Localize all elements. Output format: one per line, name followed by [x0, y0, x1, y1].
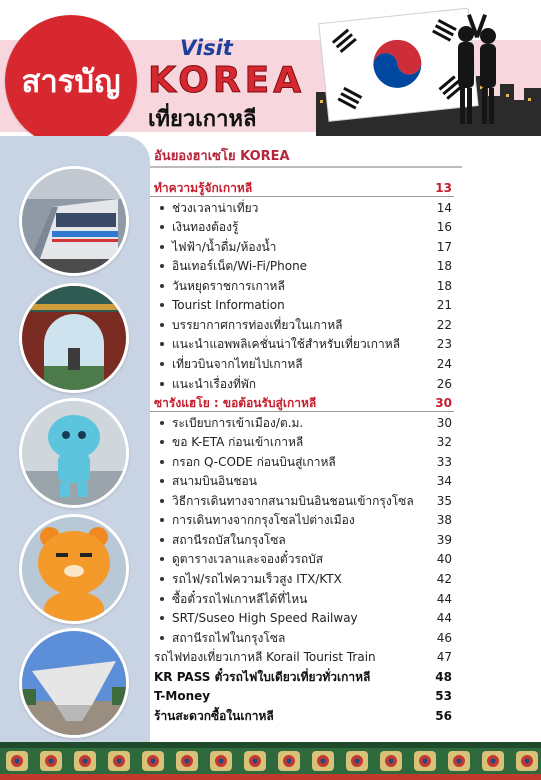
- toc-entry-page: 56: [435, 708, 452, 723]
- toc-entry-page: 42: [436, 572, 452, 586]
- bullet-icon: [160, 538, 164, 542]
- toc-entry-title: แนะนำแอพพลิเคชั่นน่าใช้สำหรับเที่ยวเกาหลี: [172, 337, 401, 352]
- toc-subitem: [150, 510, 452, 530]
- bullet-icon: [160, 303, 164, 307]
- toc-subitem: [150, 217, 452, 237]
- toc-subitem: [150, 628, 452, 648]
- toc-entry-page: 30: [435, 396, 452, 411]
- toc-entry-title: ซื้อตั๋วรถไฟเกาหลีได้ที่ไหน: [172, 591, 308, 606]
- blue-character-statue-photo: [19, 398, 129, 508]
- toc-entry-title: ทำความรู้จักเกาหลี: [154, 181, 253, 195]
- toc-entry-page: 38: [436, 513, 452, 528]
- toc-item: [150, 647, 452, 667]
- subway-train-photo: [19, 166, 129, 276]
- toc-entry-title: เที่ยวบินจากไทยไปเกาหลี: [172, 356, 303, 371]
- toc-entry-page: 24: [436, 356, 452, 371]
- toc-entry-page: 44: [436, 611, 452, 626]
- toc-entry-page: 18: [436, 259, 452, 274]
- toc-entry-page: 23: [436, 337, 452, 352]
- toc-subitem: [150, 452, 452, 472]
- toc-entry-page: 35: [436, 493, 452, 508]
- toc-entry-title: แนะนำเรื่องที่พัก: [172, 376, 257, 391]
- toc-subitem: [150, 315, 452, 335]
- toc-item: [150, 686, 452, 706]
- bullet-icon: [160, 225, 164, 229]
- toc-entry-title: ไฟฟ้า/น้ำดื่ม/ห้องน้ำ: [172, 239, 277, 254]
- toc-entry-page: 22: [436, 317, 452, 332]
- toc-subitem: [150, 237, 452, 257]
- bullet-icon: [160, 342, 164, 346]
- toc-subitem: [150, 549, 452, 569]
- toc-entry-page: 14: [436, 200, 452, 215]
- toc-entry-title: วิธีการเดินทางจากสนามบินอินชอนเข้ากรุงโซล: [172, 493, 414, 508]
- bullet-icon: [160, 382, 164, 386]
- bullet-icon: [160, 264, 164, 268]
- toc-subitem: [150, 295, 452, 315]
- bullet-icon: [160, 479, 164, 483]
- toc-entry-page: 44: [436, 591, 452, 606]
- toc-entry-page: 53: [435, 689, 452, 704]
- toc-entry-title: Tourist Information: [172, 298, 285, 313]
- toc-entry-title: อินเทอร์เน็ต/Wi-Fi/Phone: [172, 259, 308, 274]
- toc-item: [150, 667, 452, 687]
- toc-subitem: [150, 569, 452, 589]
- bullet-icon: [160, 284, 164, 288]
- modern-architecture-photo: [19, 628, 129, 738]
- toc-entry-page: 18: [436, 278, 452, 293]
- toc-entry-page: 17: [436, 239, 452, 254]
- korea-thai-title: เที่ยวเกาหลี: [148, 107, 257, 132]
- toc-entry-title: บรรยากาศการท่องเที่ยวในเกาหลี: [172, 317, 343, 332]
- toc-subitem: [150, 413, 452, 433]
- toc-title-circle: [5, 15, 137, 147]
- toc-title: สารบัญ: [21, 64, 121, 100]
- toc-subitem: [150, 354, 452, 374]
- korean-flag-illustration: [316, 0, 541, 136]
- toc-subitem: [150, 432, 452, 452]
- bullet-icon: [160, 499, 164, 503]
- toc-subitem: [150, 589, 452, 609]
- toc-entry-title: รถไฟ/รถไฟความเร็วสูง ITX/KTX: [172, 572, 342, 586]
- toc-subitem: [150, 530, 452, 550]
- toc-entry-title: สถานีรถไฟในกรุงโซล: [172, 630, 286, 645]
- toc-subitem: [150, 276, 452, 296]
- toc-entry-page: 33: [436, 454, 452, 469]
- toc-entry-page: 47: [436, 650, 452, 665]
- toc-entry-title: รถไฟท่องเที่ยวเกาหลี Korail Tourist Train: [154, 650, 376, 665]
- toc-entry-page: 32: [436, 435, 452, 450]
- toc-entry-page: 21: [436, 298, 452, 313]
- toc-entry-page: 48: [435, 669, 452, 684]
- toc-entry-page: 30: [436, 415, 452, 430]
- toc-chapter: [150, 178, 452, 198]
- toc-entry-page: 34: [436, 474, 452, 489]
- toc-entry-title: ร้านสะดวกซื้อในเกาหลี: [154, 708, 274, 723]
- visit-label: Visit: [180, 36, 233, 60]
- bullet-icon: [160, 460, 164, 464]
- dancheong-pattern-border: [0, 742, 541, 780]
- toc-entry-title: เงินทองต้องรู้: [172, 220, 239, 235]
- palace-gate-photo: [19, 283, 129, 393]
- bullet-icon: [160, 362, 164, 366]
- toc-chapter: [150, 393, 452, 413]
- korea-logo-text: KOREA: [148, 60, 306, 101]
- toc-subitem: [150, 256, 452, 276]
- toc-entry-title: การเดินทางจากกรุงโซลไปต่างเมือง: [172, 513, 355, 528]
- orange-bear-character-photo: [19, 514, 129, 624]
- toc-entry-page: 26: [436, 376, 452, 391]
- toc-entry-title: กรอก Q-CODE ก่อนบินสู่เกาหลี: [172, 454, 336, 469]
- toc-entry-title: วันหยุดราชการเกาหลี: [172, 278, 285, 293]
- bullet-icon: [160, 577, 164, 581]
- toc-entry-title: ขอ K-ETA ก่อนเข้าเกาหลี: [172, 435, 304, 450]
- toc-entry-title: KR PASS ตั๋วรถไฟใบเดียวเที่ยวทั่วเกาหลี: [154, 669, 371, 684]
- toc-entry-page: 13: [435, 181, 452, 195]
- toc-entry-title: ซารังแฮโย : ขอต้อนรับสู่เกาหลี: [154, 396, 317, 411]
- toc-entry-page: 40: [436, 552, 452, 567]
- bullet-icon: [160, 323, 164, 327]
- bullet-icon: [160, 636, 164, 640]
- section-title: อันยองฮาเซโย KOREA: [150, 148, 462, 172]
- bullet-icon: [160, 557, 164, 561]
- bullet-icon: [160, 616, 164, 620]
- toc-subitem: [150, 491, 452, 511]
- bullet-icon: [160, 206, 164, 210]
- toc-entry-title: สถานีรถบัสในกรุงโซล: [172, 532, 286, 547]
- toc-subitem: [150, 608, 452, 628]
- bullet-icon: [160, 421, 164, 425]
- toc-entry-page: 16: [436, 220, 452, 235]
- bullet-icon: [160, 440, 164, 444]
- bullet-icon: [160, 245, 164, 249]
- toc-entry-title: ระเบียบการเข้าเมือง/ต.ม.: [172, 415, 304, 430]
- toc-subitem: [150, 334, 452, 354]
- toc-subitem: [150, 374, 452, 394]
- toc-item: [150, 706, 452, 726]
- toc-entry-title: ช่วงเวลาน่าเที่ยว: [172, 200, 259, 215]
- bullet-icon: [160, 597, 164, 601]
- toc-subitem: [150, 198, 452, 218]
- toc-entry-title: T-Money: [154, 689, 211, 704]
- toc-entry-title: ดูตารางเวลาและจองตั๋วรถบัส: [172, 552, 324, 567]
- toc-entry-page: 39: [436, 532, 452, 547]
- toc-subitem: [150, 471, 452, 491]
- bullet-icon: [160, 518, 164, 522]
- toc-entry-page: 46: [436, 630, 452, 645]
- toc-entry-title: SRT/Suseo High Speed Railway: [172, 611, 358, 626]
- toc-entry-title: สนามบินอินชอน: [172, 474, 257, 489]
